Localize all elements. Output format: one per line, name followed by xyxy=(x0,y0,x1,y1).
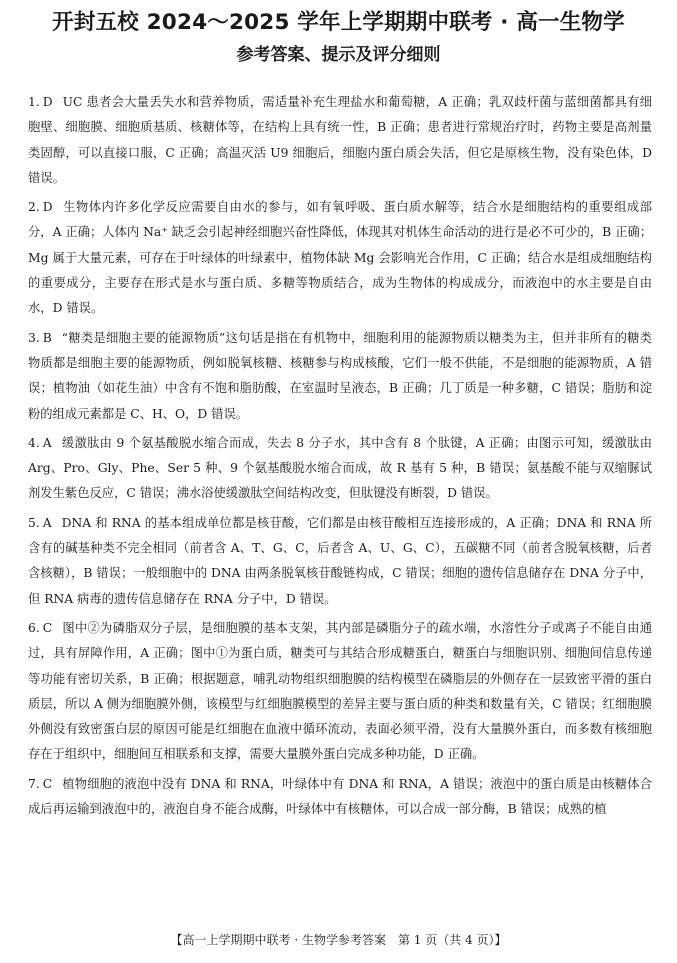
question-number: 2. xyxy=(28,200,40,215)
question-number: 4. xyxy=(28,435,40,450)
page-footer: 【高一上学期期中联考 · 生物学参考答案 第 1 页（共 4 页）】 xyxy=(170,933,507,947)
answer-item-5 xyxy=(28,511,652,612)
explanation-text: 植物细胞的液泡中没有 DNA 和 RNA，叶绿体中有 DNA 和 RNA，A 错误；液泡中的蛋白质是由核糖体合成后再运输到液泡中的，液泡自身不能合成酶，叶绿体中有核糖体，可以合成一部分酶，B 错误；成熟的植 xyxy=(28,776,652,817)
answer-item-4 xyxy=(28,431,652,507)
answer-item-1 xyxy=(28,90,652,191)
answer-item-3 xyxy=(28,326,652,427)
answer-list xyxy=(28,90,652,826)
explanation-text: 图中②为磷脂双分子层，是细胞膜的基本支架，其内部是磷脂分子的疏水端，水溶性分子或离子不能自由通过，具有屏障作用，A 正确；图中①为蛋白质，糖类可与其结合形成糖蛋白，糖蛋白与细胞识别、细胞间信息传递等功能有密切关系，B 正确；根据题意，哺乳动物组织细胞膜的结构模型在磷脂层的外侧存在一层致密平滑的蛋白质层，所以 A 侧为细胞膜外侧，该模型与红细胞膜模型的差异主要与蛋白质的种类和数量有关，C 错误；红细胞膜外侧没有致密蛋白层的原因可能是红细胞在血液中循环流动，表面必须平滑，没有大量膜外蛋白，而多数有核细胞存在于组织中，细胞间互相联系和支撑，需要大量膜外蛋白完成多种功能，D 正确。 xyxy=(28,620,652,762)
answer-letter: A xyxy=(42,435,52,450)
answer-letter: C xyxy=(42,620,53,635)
question-number: 7. xyxy=(28,776,40,791)
question-number: 1. xyxy=(28,95,40,109)
question-number: 3. xyxy=(28,330,40,345)
answer-letter: A xyxy=(42,515,52,530)
question-number: 6. xyxy=(28,620,40,635)
answer-letter: D xyxy=(42,95,53,109)
answer-item-7 xyxy=(28,772,652,823)
answer-letter: B xyxy=(42,330,52,345)
explanation-text: 生物体内许多化学反应需要自由水的参与，如有氧呼吸、蛋白质水解等，结合水是细胞结构的重要组成部分，A 正确；人体内 Na⁺ 缺乏会引起神经细胞兴奋性降低，体现其对机体生命活动的进行是必不可少的，B 正确；Mg 属于大量元素，可存在于叶绿体的叶绿素中，植物体缺 Mg 会影响光合作用，C 正确；结合水是组成细胞结构的重要成分，主要存在形式是水与蛋白质、多糖等物质结合，成为生物体的构成成分，而液泡中的水主要是自由水，D 错误。 xyxy=(28,200,652,316)
answer-letter: D xyxy=(42,200,53,215)
answer-item-2 xyxy=(28,195,652,321)
question-number: 5. xyxy=(28,515,40,530)
answer-item-6 xyxy=(28,616,652,768)
page-subtitle: 参考答案、提示及评分细则 xyxy=(236,45,441,65)
answer-letter: C xyxy=(42,776,53,791)
page-title: 开封五校 2024～2025 学年上学期期中联考 · 高一生物学 xyxy=(52,10,625,35)
explanation-text: UC 患者会大量丢失水和营养物质，需适量补充生理盐水和葡萄糖，A 正确；乳双歧杆菌与蓝细菌都具有细胞壁、细胞膜、细胞质基质、核糖体等，在结构上具有统一性，B 正确；患者进行常规治疗时，药物主要是高剂量类固醇，可以直接口服，C 正确；高温灭活 U9 细胞后，细胞内蛋白质会失活，但它是原核生物，没有染色体，D 错误。 xyxy=(28,95,652,185)
explanation-text: 缓激肽由 9 个氨基酸脱水缩合而成，失去 8 分子水，其中含有 8 个肽键，A 正确；由图示可知，缓激肽由 Arg、Pro、Gly、Phe、Ser 5 种、9 个氨基酸脱水缩合而成，故 R 基有 5 种，B 错误；氨基酸不能与双缩脲试剂发生紫色反应，C 错误；沸水浴使缓激肽空间结构改变，但肽键没有断裂，D 错误。 xyxy=(28,435,652,501)
explanation-text: DNA 和 RNA 的基本组成单位都是核苷酸，它们都是由核苷酸相互连接形成的，A 正确；DNA 和 RNA 所含有的碱基种类不完全相同（前者含 A、T、G、C，后者含 A、U、G、C），五碳糖不同（前者含脱氧核糖，后者含核糖），B 错误；一般细胞中的 DNA 由两条脱氧核苷酸链构成，C 错误；细胞的遗传信息储存在 DNA 分子中，但 RNA 病毒的遗传信息储存在 RNA 分子中，D 错误。 xyxy=(28,515,652,606)
explanation-text: “糖类是细胞主要的能源物质”这句话是指在有机物中，细胞利用的能源物质以糖类为主，但并非所有的糖类物质都是细胞主要的能源物质，例如脱氧核糖、核糖参与构成核酸，它们一般不供能，不是细胞的能源物质，A 错误；植物油（如花生油）中含有不饱和脂肪酸，在室温时呈液态，B 正确；几丁质是一种多糖，C 错误；脂肪和淀粉的组成元素都是 C、H、O，D 错误。 xyxy=(28,330,652,421)
